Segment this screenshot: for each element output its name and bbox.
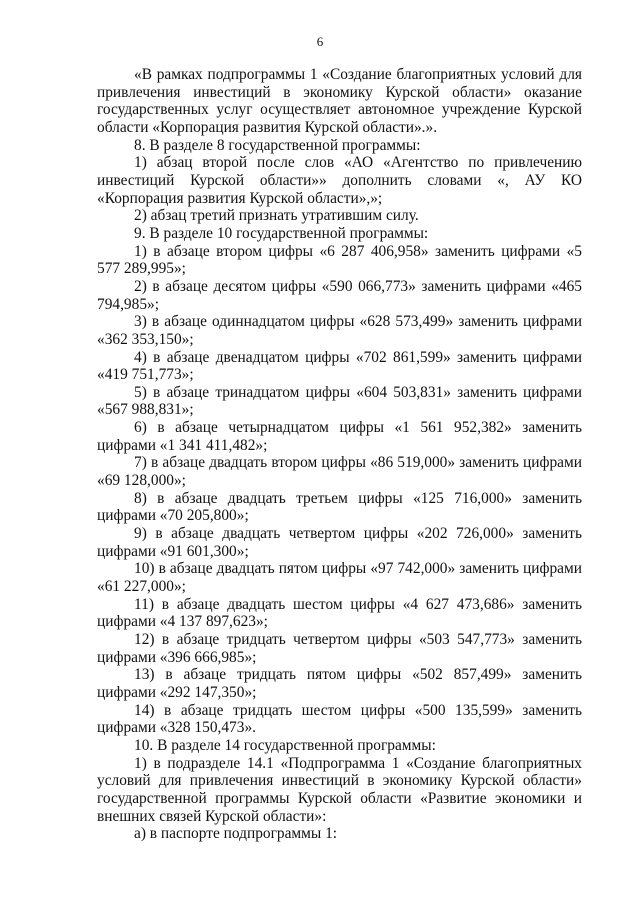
paragraph-section-10-item-13: 13) в абзаце тридцать пятом цифры «502 857,499» заменить цифрами «292 147,350»; [97, 666, 582, 701]
paragraph-section-8-item-1: 1) абзац второй после слов «АО «Агентство по привлечению инвестиций Курской области»» дополнить словами «, АУ КО «Корпорация развития Курской области»,»; [97, 154, 582, 207]
paragraph-section-14-item-1: 1) в подразделе 14.1 «Подпрограмма 1 «Создание благоприятных условий для привлечения инвестиций в экономику Курской области» государственной программы Курской области «Развитие экономики и внешних связей Курской области»: [97, 754, 582, 825]
paragraph-section-10-item-1: 1) в абзаце втором цифры «6 287 406,958» заменить цифрами «5 577 289,995»; [97, 242, 582, 278]
paragraph-section-10-item-2: 2) в абзаце десятом цифры «590 066,773» заменить цифрами «465 794,985»; [97, 277, 582, 313]
paragraph-section-10-item-4: 4) в абзаце двенадцатом цифры «702 861,599» заменить цифрами «419 751,773»; [97, 348, 582, 384]
paragraph-section-10-item-11: 11) в абзаце двадцать шестом цифры «4 627 473,686» заменить цифрами «4 137 897,623»; [97, 595, 582, 631]
paragraph-section-10-item-14: 14) в абзаце тридцать шестом цифры «500 135,599» заменить цифрами «328 150,473». [97, 701, 582, 737]
paragraph-section-10-item-9: 9) в абзаце двадцать четвертом цифры «202 726,000» заменить цифрами «91 601,300»; [97, 525, 582, 560]
paragraph-section-10-item-5: 5) в абзаце тринадцатом цифры «604 503,831» заменить цифрами «567 988,831»; [97, 383, 582, 419]
paragraph-section-10-item-10: 10) в абзаце двадцать пятом цифры «97 742,000» заменить цифрами «61 227,000»; [97, 560, 582, 596]
paragraph-section-10-item-12: 12) в абзаце тридцать четвертом цифры «503 547,773» заменить цифрами «396 666,985»; [97, 631, 582, 666]
document-body [97, 66, 582, 843]
paragraph-section-10-item-6: 6) в абзаце четырнадцатом цифры «1 561 952,382» заменить цифрами «1 341 411,482»; [97, 419, 582, 454]
paragraph-section-8-heading: 8. В разделе 8 государственной программы: [134, 136, 421, 154]
paragraph-section-10-item-7: 7) в абзаце двадцать втором цифры «86 519,000» заменить цифрами «69 128,000»; [97, 454, 582, 490]
page-number: 6 [316, 34, 324, 49]
paragraph-section-10-item-8: 8) в абзаце двадцать третьем цифры «125 716,000» заменить цифрами «70 205,800»; [97, 489, 582, 525]
paragraph-quote-subprogram-1: «В рамках подпрограммы 1 «Создание благоприятных условий для привлечения инвестиций в экономику Курской области» оказание государственных услуг осуществляет автономное учреждение Курской области «Корпорация развития Курской области».». [97, 66, 582, 136]
paragraph-section-14-heading: 10. В разделе 14 государственной программы: [134, 736, 436, 754]
paragraph-section-8-item-2: 2) абзац третий признать утратившим силу. [134, 207, 419, 225]
paragraph-section-10-item-3: 3) в абзаце одиннадцатом цифры «628 573,499» заменить цифрами «362 353,150»; [97, 313, 582, 348]
paragraph-section-10-heading: 9. В разделе 10 государственной программы: [134, 224, 429, 242]
paragraph-section-14-item-1a: а) в паспорте подпрограммы 1: [134, 825, 338, 843]
